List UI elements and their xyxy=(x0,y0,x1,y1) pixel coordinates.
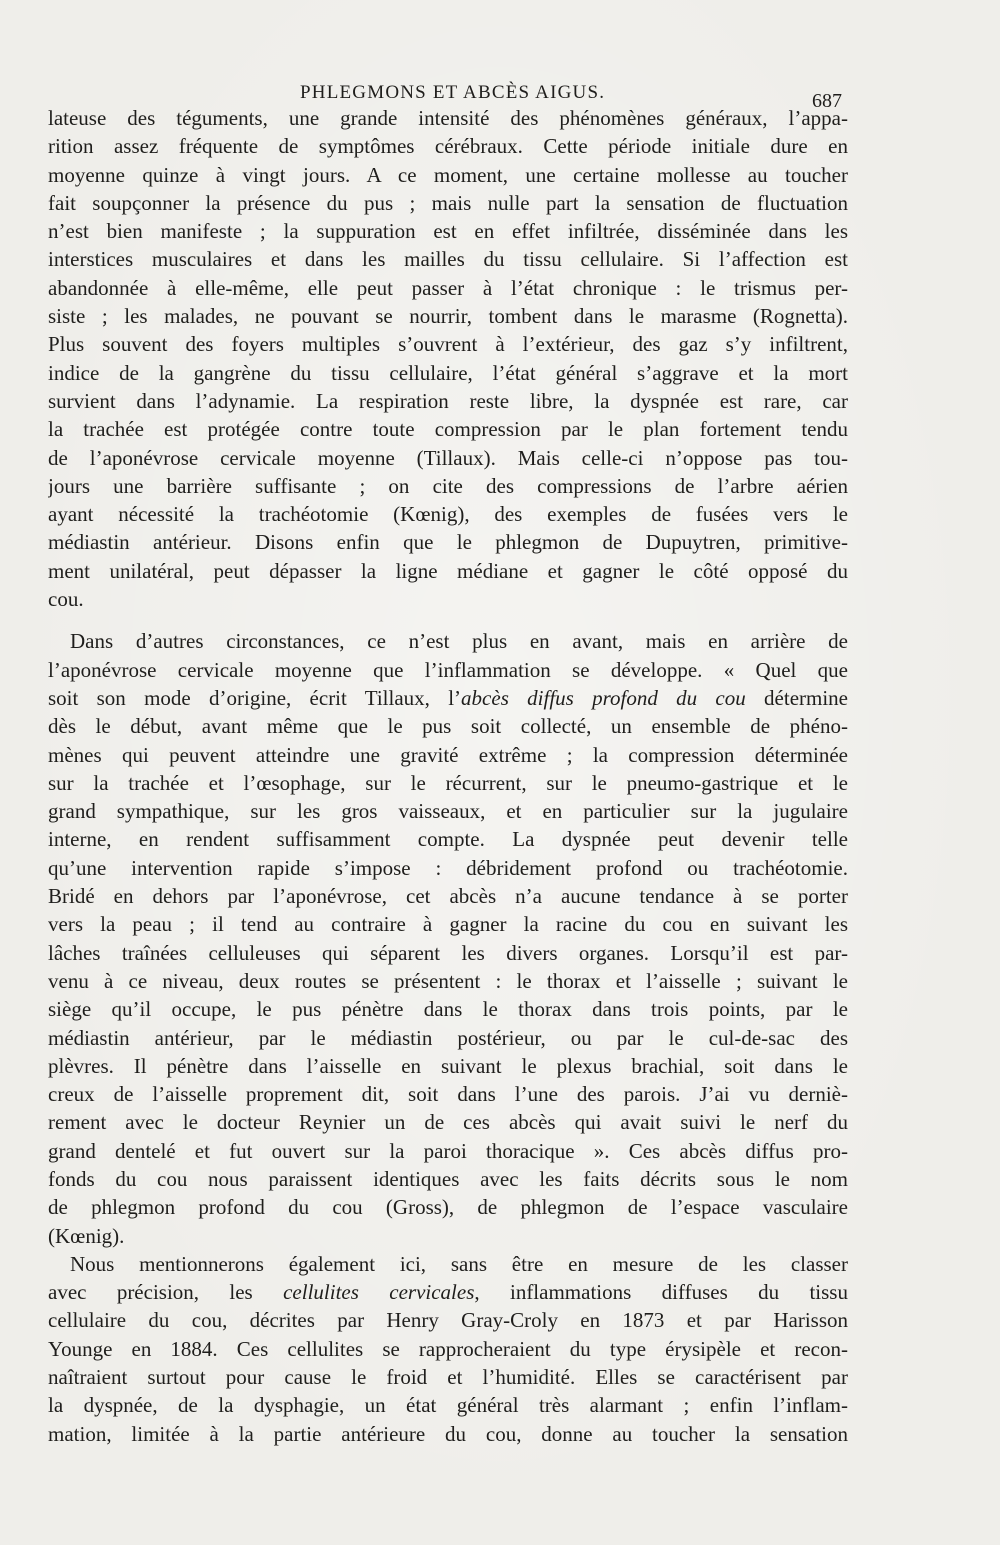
text-line: rement avec le docteur Reynier un de ces abcès qui avait suivi le nerf du xyxy=(48,1110,848,1135)
text-line: interstices musculaires et dans les mailles du tissu cellulaire. Si l’affection est xyxy=(48,247,848,272)
text-line: siste ; les malades, ne pouvant se nourrir, tombent dans le marasme (Rognetta). xyxy=(48,304,848,329)
text-line: ment unilatéral, peut dépasser la ligne médiane et gagner le côté opposé du xyxy=(48,558,848,583)
text-line: Plus souvent des foyers multiples s’ouvrent à l’extérieur, des gaz s’y infiltrent, xyxy=(48,332,848,357)
text-line: Bridé en dehors par l’aponévrose, cet abcès n’a aucune tendance à se porter xyxy=(48,884,848,909)
running-head: PHLEGMONS ET ABCÈS AIGUS. xyxy=(300,82,606,103)
italic-term: abcès diffus profond du cou xyxy=(461,685,746,710)
paragraph-3 xyxy=(48,1250,848,1448)
text-line: de phlegmon profond du cou (Gross), de phlegmon de l’espace vasculaire xyxy=(48,1195,848,1220)
text-line: Nous mentionnerons également ici, sans être en mesure de les classer xyxy=(70,1251,848,1276)
text-line: mènes qui peuvent atteindre une gravité extrême ; la compression déterminée xyxy=(48,742,848,767)
text-line: creux de l’aisselle proprement dit, soit dans l’une des parois. J’ai vu derniè- xyxy=(48,1082,848,1107)
text-line: sur la trachée et l’œsophage, sur le récurrent, sur le pneumo-gastrique et le xyxy=(48,770,848,795)
text-segment: détermine xyxy=(745,685,848,710)
text-line: naîtraient surtout pour cause le froid et l’humidité. Elles se caractérisent par xyxy=(48,1365,848,1390)
page-number: 687 xyxy=(812,90,842,112)
text-line: ayant nécessité la trachéotomie (Kœnig), des exemples de fusées vers le xyxy=(48,502,848,527)
text-segment: soit son mode d’origine, écrit Tillaux, l’ xyxy=(48,685,462,710)
body-text xyxy=(48,104,848,1448)
text-line: plèvres. Il pénètre dans l’aisselle en suivant le plexus brachial, soit dans le xyxy=(48,1053,848,1078)
text-line: cellulaire du cou, décrites par Henry Gray-Croly en 1873 et par Harisson xyxy=(48,1308,848,1333)
text-line: vers la peau ; il tend au contraire à gagner la racine du cou en suivant les xyxy=(48,912,848,937)
text-line: n’est bien manifeste ; la suppuration est en effet infiltrée, disséminée dans les xyxy=(48,219,848,244)
text-line: rition assez fréquente de symptômes cérébraux. Cette période initiale dure en xyxy=(48,134,848,159)
text-line: grand dentelé et fut ouvert sur la paroi thoracique ». Ces abcès diffus pro- xyxy=(48,1138,848,1163)
text-line: dès le début, avant même que le pus soit collecté, un ensemble de phéno- xyxy=(48,714,848,739)
text-segment: , inflammations diffuses du tissu xyxy=(474,1280,848,1305)
text-line: l’aponévrose cervicale moyenne que l’inflammation se développe. « Quel que xyxy=(48,657,848,682)
text-line: cou. xyxy=(48,587,84,612)
paragraph-2 xyxy=(48,627,848,1250)
text-line: siège qu’il occupe, le pus pénètre dans le thorax dans trois points, par le xyxy=(48,997,848,1022)
text-line: lateuse des téguments, une grande intensité des phénomènes généraux, l’appa- xyxy=(48,106,848,130)
text-line: fonds du cou nous paraissent identiques avec les faits décrits sous le nom xyxy=(48,1166,848,1191)
text-line: qu’une intervention rapide s’impose : débridement profond ou trachéotomie. xyxy=(48,855,848,880)
text-line: abandonnée à elle-même, elle peut passer à l’état chronique : le trismus per- xyxy=(48,275,848,300)
text-line: la trachée est protégée contre toute compression par le plan fortement tendu xyxy=(48,417,848,442)
text-line: interne, en rendent suffisamment compte. La dyspnée peut devenir telle xyxy=(48,827,848,852)
text-line: Younge en 1884. Ces cellulites se rapprocheraient du type érysipèle et recon- xyxy=(48,1336,848,1361)
text-line: grand sympathique, sur les gros vaisseaux, et en particulier sur la jugulaire xyxy=(48,799,848,824)
text-line: médiastin antérieur. Disons enfin que le phlegmon de Dupuytren, primitive- xyxy=(48,530,848,555)
text-line: fait soupçonner la présence du pus ; mais nulle part la sensation de fluctuation xyxy=(48,190,848,215)
text-line-with-italic xyxy=(48,1278,848,1306)
text-line: moyenne quinze à vingt jours. A ce moment, une certaine mollesse au toucher xyxy=(48,162,848,187)
text-line: médiastin antérieur, par le médiastin postérieur, ou par le cul-de-sac des xyxy=(48,1025,848,1050)
text-line: mation, limitée à la partie antérieure du cou, donne au toucher la sensation xyxy=(48,1421,848,1446)
text-line: la dyspnée, de la dysphagie, un état général très alarmant ; enfin l’inflam- xyxy=(48,1393,848,1418)
text-line: indice de la gangrène du tissu cellulaire, l’état général s’aggrave et la mort xyxy=(48,360,848,385)
text-line: survient dans l’adynamie. La respiration reste libre, la dyspnée est rare, car xyxy=(48,388,848,413)
text-line: jours une barrière suffisante ; on cite des compressions de l’arbre aérien xyxy=(48,473,848,498)
text-line: de l’aponévrose cervicale moyenne (Tillaux). Mais celle-ci n’oppose pas tou- xyxy=(48,445,848,470)
italic-term: cellulites cervicales xyxy=(283,1280,475,1305)
text-segment: avec précision, les xyxy=(48,1280,284,1305)
text-line: lâches traînées celluleuses qui séparent les divers organes. Lorsqu’il est par- xyxy=(48,940,848,965)
text-line-with-italic xyxy=(48,684,848,712)
text-line: venu à ce niveau, deux routes se présentent : le thorax et l’aisselle ; suivant le xyxy=(48,968,848,993)
text-line: (Kœnig). xyxy=(48,1223,125,1248)
paragraph-1 xyxy=(48,104,848,613)
text-line: Dans d’autres circonstances, ce n’est plus en avant, mais en arrière de xyxy=(70,629,848,654)
